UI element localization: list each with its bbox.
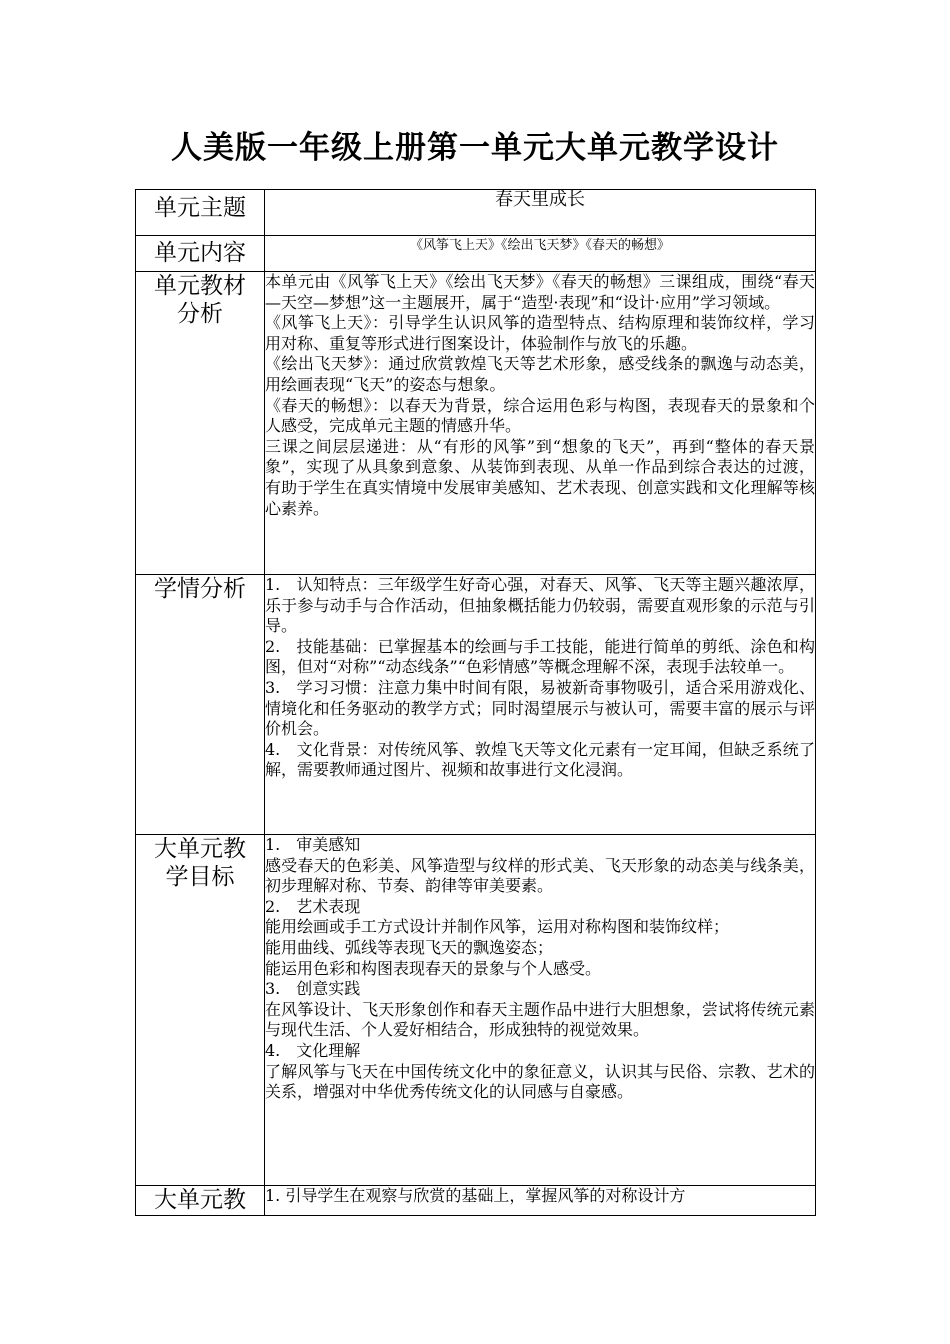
goal-heading: 4. 文化理解 xyxy=(265,1040,361,1060)
label-unit-goals-line1: 大单元教 xyxy=(154,836,246,862)
student-paragraph: 2. 技能基础：已掌握基本的绘画与手工技能，能进行简单的剪纸、涂色和构图，但对“对称”“动态线条”“色彩情感”等概念理解不深，表现手法较单一。 xyxy=(265,636,815,677)
analysis-paragraph: 《绘出飞天梦》：通过欣赏敦煌飞天等艺术形象，感受线条的飘逸与动态美，用绘画表现“飞天”的姿态与想象。 xyxy=(265,354,815,394)
analysis-paragraph: 《春天的畅想》：以春天为背景，综合运用色彩与构图，表现春天的景象和个人感受，完成单元主题的情感升华。 xyxy=(265,395,815,436)
value-unit-next: 1. 引导学生在观察与欣赏的基础上，掌握风筝的对称设计方 xyxy=(265,1186,816,1216)
value-unit-content: 《风筝飞上天》《绘出飞天梦》《春天的畅想》 xyxy=(265,236,816,272)
student-paragraph: 1. 认知特点：三年级学生好奇心强，对春天、风筝、飞天等主题兴趣浓厚，乐于参与动手与合作活动，但抽象概括能力仍较弱，需要直观形象的示范与引导。 xyxy=(265,575,815,636)
page-title: 人美版一年级上册第一单元大单元教学设计 xyxy=(171,130,779,166)
row-unit-goals xyxy=(136,835,816,1186)
label-unit-goals-line2: 学目标 xyxy=(165,864,235,890)
analysis-paragraph: 《风筝飞上天》：引导学生认识风筝的造型特点、结构原理和装饰纹样，学习用对称、重复等形式进行图案设计，体验制作与放飞的乐趣。 xyxy=(265,313,815,353)
goal-heading: 1. 审美感知 xyxy=(265,835,361,854)
label-material-analysis xyxy=(136,272,265,575)
goal-heading: 2. 艺术表现 xyxy=(265,896,361,916)
row-unit-content xyxy=(136,236,816,272)
value-material-analysis xyxy=(265,272,816,575)
label-unit-content: 单元内容 xyxy=(136,236,265,272)
analysis-paragraph: 三课之间层层递进：从“有形的风筝”到“想象的飞天”，再到“整体的春天景象”，实现了从具象到意象、从装饰到表现、从单一作品到综合表达的过渡，有助于学生在真实情境中发展审美感知、艺术表现、创意实践和文化理解等核心素养。 xyxy=(265,436,815,518)
goal-paragraph: 能用绘画或手工方式设计并制作风筝，运用对称构图和装饰纹样； xyxy=(265,917,730,937)
goal-paragraph: 能运用色彩和构图表现春天的景象与个人感受。 xyxy=(265,958,602,978)
row-unit-theme xyxy=(136,190,816,236)
row-material-analysis xyxy=(136,272,816,575)
goal-paragraph: 能用曲线、弧线等表现飞天的飘逸姿态； xyxy=(265,937,554,957)
student-paragraph: 4. 文化背景：对传统风筝、敦煌飞天等文化元素有一定耳闻，但缺乏系统了解，需要教师通过图片、视频和故事进行文化浸润。 xyxy=(265,739,815,780)
value-student-analysis xyxy=(265,575,816,835)
value-unit-theme: 春天里成长 xyxy=(265,190,816,236)
row-unit-next xyxy=(136,1186,816,1216)
goal-paragraph: 了解风筝与飞天在中国传统文化中的象征意义，认识其与民俗、宗教、艺术的关系，增强对中华优秀传统文化的认同感与自豪感。 xyxy=(265,1061,815,1102)
label-unit-goals xyxy=(136,835,265,1186)
label-material-analysis-line2: 分析 xyxy=(177,301,223,327)
label-material-analysis-line1: 单元教材 xyxy=(154,273,246,299)
unit-plan-table xyxy=(135,189,816,1216)
row-student-analysis xyxy=(136,575,816,835)
label-student-analysis: 学情分析 xyxy=(136,575,265,835)
label-unit-theme: 单元主题 xyxy=(136,190,265,236)
analysis-paragraph: 本单元由《风筝飞上天》《绘出飞天梦》《春天的畅想》三课组成，围绕“春天—天空—梦想”这一主题展开，属于“造型·表现”和“设计·应用”学习领域。 xyxy=(265,272,815,312)
student-paragraph: 3. 学习习惯：注意力集中时间有限，易被新奇事物吸引，适合采用游戏化、情境化和任务驱动的教学方式；同时渴望展示与被认可，需要丰富的展示与评价机会。 xyxy=(265,677,815,739)
goal-paragraph: 在风筝设计、飞天形象创作和春天主题作品中进行大胆想象，尝试将传统元素与现代生活、个人爱好相结合，形成独特的视觉效果。 xyxy=(265,999,815,1040)
label-unit-next: 大单元教 xyxy=(136,1186,265,1216)
goal-paragraph: 感受春天的色彩美、风筝造型与纹样的形式美、飞天形象的动态美与线条美，初步理解对称、节奏、韵律等审美要素。 xyxy=(265,855,815,896)
value-unit-goals xyxy=(265,835,816,1186)
goal-heading: 3. 创意实践 xyxy=(265,979,361,999)
